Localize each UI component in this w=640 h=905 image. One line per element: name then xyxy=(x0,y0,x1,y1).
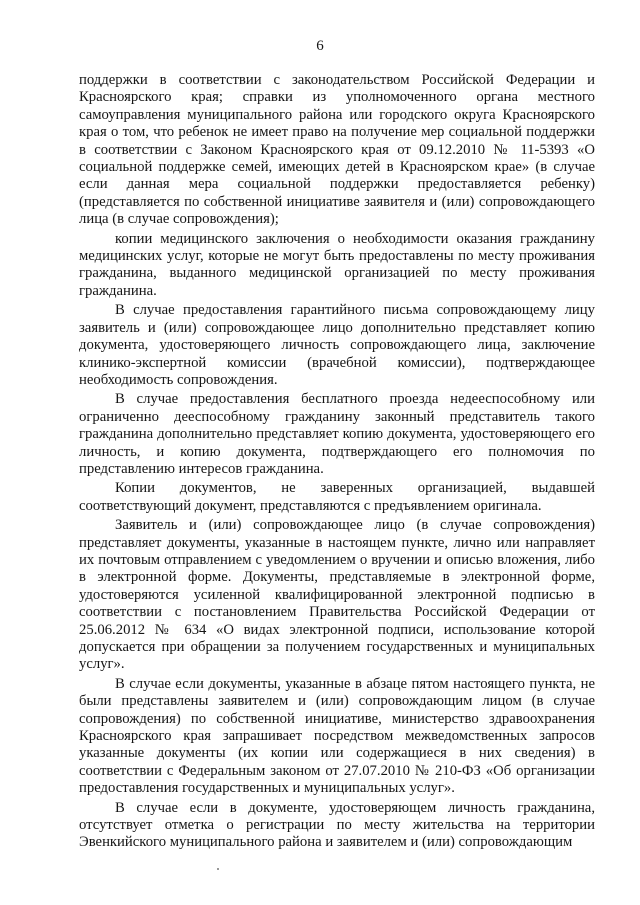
paragraph-submission-methods: Заявитель и (или) сопровождающее лицо (в случае сопровождения) представляет документы, указанные в настоящем пункте, лично или направляет их почтовым отправлением с уведомлением о вручении и описью вложения, либо в электронной форме. Документы, представляемые в электронной форме, удостоверяются усиленной квалифицированной электронной подписью в соответствии с постановлением Правительства Российской Федерации от 25.06.2012 № 634 «О видах электронной подписи, использование которой допускается при обращении за получением государственных и муниципальных услуг». xyxy=(79,517,595,673)
document-body xyxy=(79,72,595,852)
paragraph-document-copies: Копии документов, не заверенных организацией, выдавшей соответствующий документ, представляются с предъявлением оригинала. xyxy=(79,480,595,514)
paragraph-medical-conclusion: копии медицинского заключения о необходимости оказания гражданину медицинских услуг, которые не могут быть предоставлены по месту проживания гражданина, выданного медицинской организацией по месту проживания гражданина. xyxy=(79,230,595,299)
page-number: 6 xyxy=(316,38,324,54)
paragraph-registration-mark: В случае если в документе, удостоверяющем личность гражданина, отсутствует отметка о регистрации по месту жительства на территории Эвенкийского муниципального района и заявителем и (или) сопровождающим xyxy=(79,799,595,851)
scan-speck xyxy=(217,868,219,870)
paragraph-continuation: поддержки в соответствии с законодательством Российской Федерации и Красноярского края; справки из уполномоченного органа местного самоуправления муниципального района или городского округа Красноярского края о том, что ребенок не имеет право на получение мер социальной поддержки в соответствии с Законом Красноярского края от 09.12.2010 № 11-5393 «О социальной поддержке семей, имеющих детей в Красноярском крае» (в случае если данная мера социальной поддержки предоставляется ребенку) (представляется по собственной инициативе заявителя и (или) сопровождающего лица (в случае сопровождения); xyxy=(79,72,595,228)
paragraph-interagency-requests: В случае если документы, указанные в абзаце пятом настоящего пункта, не были представлены заявителем и (или) сопровождающим лицом (в случае сопровождения) по собственной инициативе, министерство здравоохранения Красноярского края запрашивает посредством межведомственных запросов указанные документы (их копии или содержащиеся в них сведения) в соответствии с Федеральным законом от 27.07.2010 № 210-ФЗ «Об организации предоставления государственных и муниципальных услуг». xyxy=(79,675,595,797)
paragraph-legal-representative: В случае предоставления бесплатного проезда недееспособному или ограниченно дееспособному гражданину законный представитель такого гражданина дополнительно представляет копию документа, удостоверяющего его личность, и копию документа, подтверждающего его полномочия по представлению интересов гражданина. xyxy=(79,391,595,477)
paragraph-guarantee-letter: В случае предоставления гарантийного письма сопровождающему лицу заявитель и (или) сопровождающее лицо дополнительно представляет копию документа, удостоверяющего личность сопровождающего лица, заключение клинико-экспертной комиссии (врачебной комиссии), подтверждающее необходимость сопровождения. xyxy=(79,302,595,388)
